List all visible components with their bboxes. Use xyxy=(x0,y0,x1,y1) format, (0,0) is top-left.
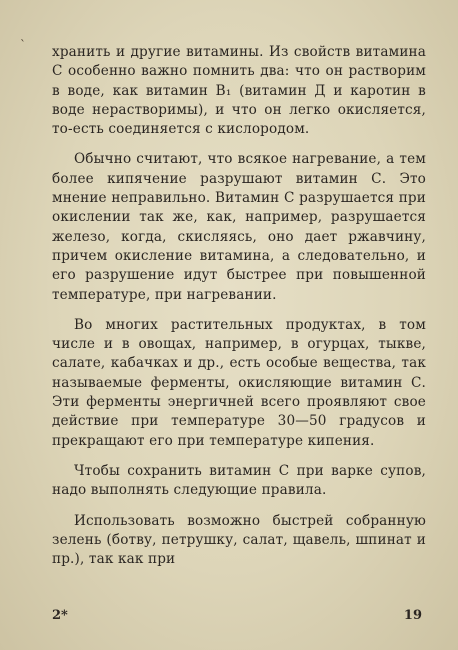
body-text xyxy=(52,43,426,580)
page-number: 19 xyxy=(403,608,422,623)
page-footer xyxy=(52,608,422,623)
paragraph: Обычно считают, что всякое нагревание, а тем более кипячение разрушают витамин С. Это мнение неправильно. Витамин С разрушается при окислении так же, как, например, разрушается железо, когда, скисляясь, оно дает ржавчину, причем окисление витамина, а следовательно, и его разрушение идут быстрее при повышенной температуре, при нагревании. xyxy=(52,151,426,303)
signature-mark: 2* xyxy=(52,608,68,623)
corner-mark: ˋ xyxy=(20,38,26,52)
paragraph: Чтобы сохранить витамин С при варке супов, надо выполнять следующие правила. xyxy=(52,462,426,499)
paragraph: Использовать возможно быстрей собранную зелень (ботву, петрушку, салат, щавель, шпинат и пр.), так как при xyxy=(52,512,426,568)
paragraph: хранить и другие витамины. Из свойств витамина С особенно важно помнить два: что он растворим в воде, как витамин В₁ (витамин Д и каротин в воде нерастворимы), и что он легко окисляется, то-есть соединяется с кислородом. xyxy=(52,44,426,138)
paragraph: Во многих растительных продуктах, в том числе и в овощах, например, в огурцах, тыкве, салате, кабачках и др., есть особые вещества, так называемые ферменты, окисляющие витамин С. Эти ферменты энергичней всего проявляют свое действие при температуре 30—50 градусов и прекращают его при температуре кипения. xyxy=(52,316,426,449)
